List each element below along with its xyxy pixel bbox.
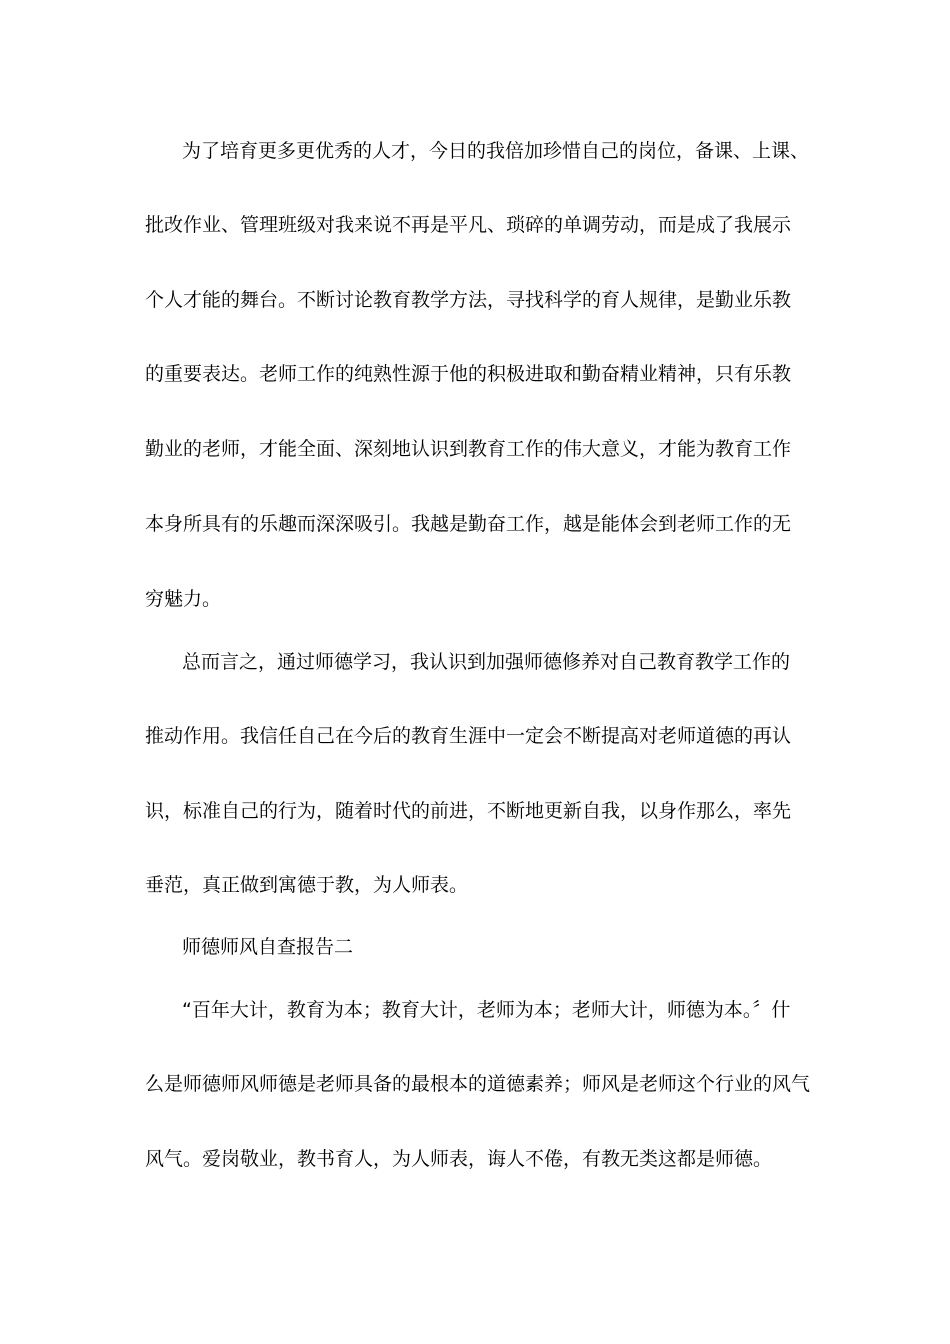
paragraph-4-line-1: “百年大计，教育为本；教育大计，老师为本；老师大计，师德为本。〞什 xyxy=(182,999,791,1021)
section-heading: 师德师风自查报告二 xyxy=(182,936,354,958)
paragraph-2-line-2: 推动作用。我信任自己在今后的教育生涯中一定会不断提高对老师道德的再认 xyxy=(145,725,792,747)
paragraph-2-line-1: 总而言之，通过师德学习，我认识到加强师德修养对自己教育教学工作的 xyxy=(182,651,791,673)
paragraph-1-line-1: 为了培育更多更优秀的人才，今日的我倍加珍惜自己的岗位，备课、上课、 xyxy=(182,140,810,162)
paragraph-4-line-3: 风气。爱岗敬业，教书育人，为人师表，诲人不倦，有教无类这都是师德。 xyxy=(145,1148,773,1170)
paragraph-2-line-4: 垂范，真正做到寓德于教，为人师表。 xyxy=(145,874,469,896)
paragraph-1-line-6: 本身所具有的乐趣而深深吸引。我越是勤奋工作，越是能体会到老师工作的无 xyxy=(145,513,792,535)
paragraph-4-line-2: 么是师德师风师德是老师具备的最根本的道德素养；师风是老师这个行业的风气 xyxy=(145,1073,811,1095)
paragraph-2-line-3: 识，标准自己的行为，随着时代的前进，不断地更新自我，以身作那么，率先 xyxy=(145,800,792,822)
paragraph-1-line-4: 的重要表达。老师工作的纯熟性源于他的积极进取和勤奋精业精神，只有乐教 xyxy=(145,363,792,385)
paragraph-1-line-5: 勤业的老师，才能全面、深刻地认识到教育工作的伟大意义，才能为教育工作 xyxy=(145,438,792,460)
paragraph-1-line-3: 个人才能的舞台。不断讨论教育教学方法，寻找科学的育人规律，是勤业乐教 xyxy=(145,289,792,311)
paragraph-1-line-2: 批改作业、管理班级对我来说不再是平凡、琐碎的单调劳动，而是成了我展示 xyxy=(145,214,792,236)
paragraph-1-line-7: 穷魅力。 xyxy=(145,588,222,610)
